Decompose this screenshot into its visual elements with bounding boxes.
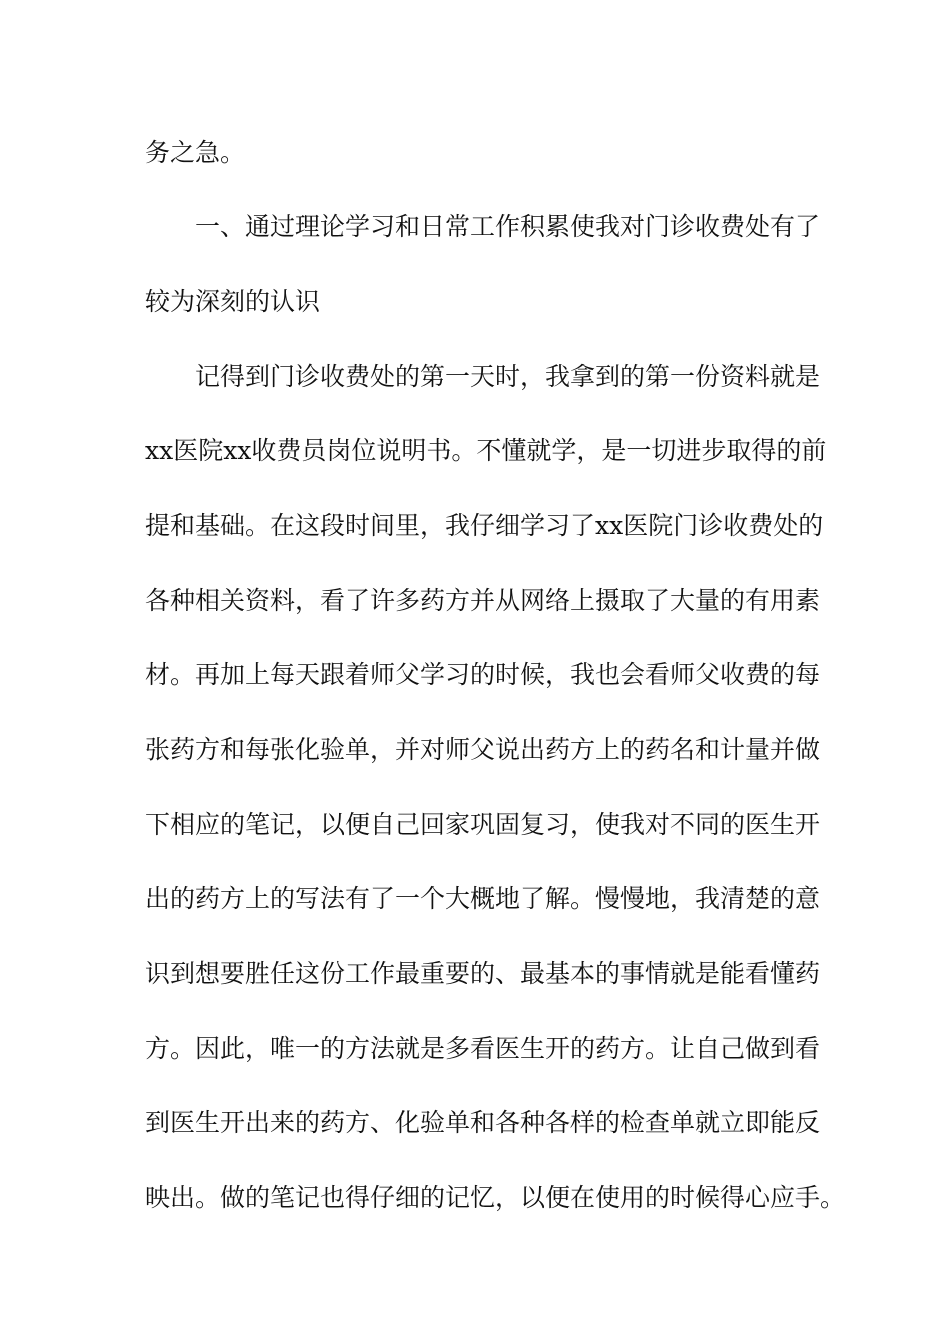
paragraph-line: 务之急。 xyxy=(145,138,246,167)
paragraph-line: 记得到门诊收费处的第一天时，我拿到的第一份资料就是 xyxy=(195,362,821,391)
paragraph-line: 映出。做的笔记也得仔细的记忆，以便在使用的时候得心应手。 xyxy=(145,1183,846,1212)
paragraph-line: 方。因此，唯一的方法就是多看医生开的药方。让自己做到看 xyxy=(145,1034,821,1063)
section-heading-line: 一、通过理论学习和日常工作积累使我对门诊收费处有了 xyxy=(195,212,821,241)
paragraph-line: 材。再加上每天跟着师父学习的时候，我也会看师父收费的每 xyxy=(145,660,821,689)
paragraph-line: 出的药方上的写法有了一个大概地了解。慢慢地，我清楚的意 xyxy=(145,884,821,913)
section-heading-line: 较为深刻的认识 xyxy=(145,287,321,316)
paragraph-line: 各种相关资料，看了许多药方并从网络上摄取了大量的有用素 xyxy=(145,586,821,615)
paragraph-line: 到医生开出来的药方、化验单和各种各样的检查单就立即能反 xyxy=(145,1108,821,1137)
paragraph-line: 张药方和每张化验单，并对师父说出药方上的药名和计量并做 xyxy=(145,735,821,764)
paragraph-line: 提和基础。在这段时间里，我仔细学习了xx医院门诊收费处的 xyxy=(145,511,824,540)
paragraph-line: 下相应的笔记，以便自己回家巩固复习，使我对不同的医生开 xyxy=(145,810,821,839)
paragraph-line: xx医院xx收费员岗位说明书。不懂就学，是一切进步取得的前 xyxy=(145,436,827,465)
paragraph-line: 识到想要胜任这份工作最重要的、最基本的事情就是能看懂药 xyxy=(145,959,821,988)
